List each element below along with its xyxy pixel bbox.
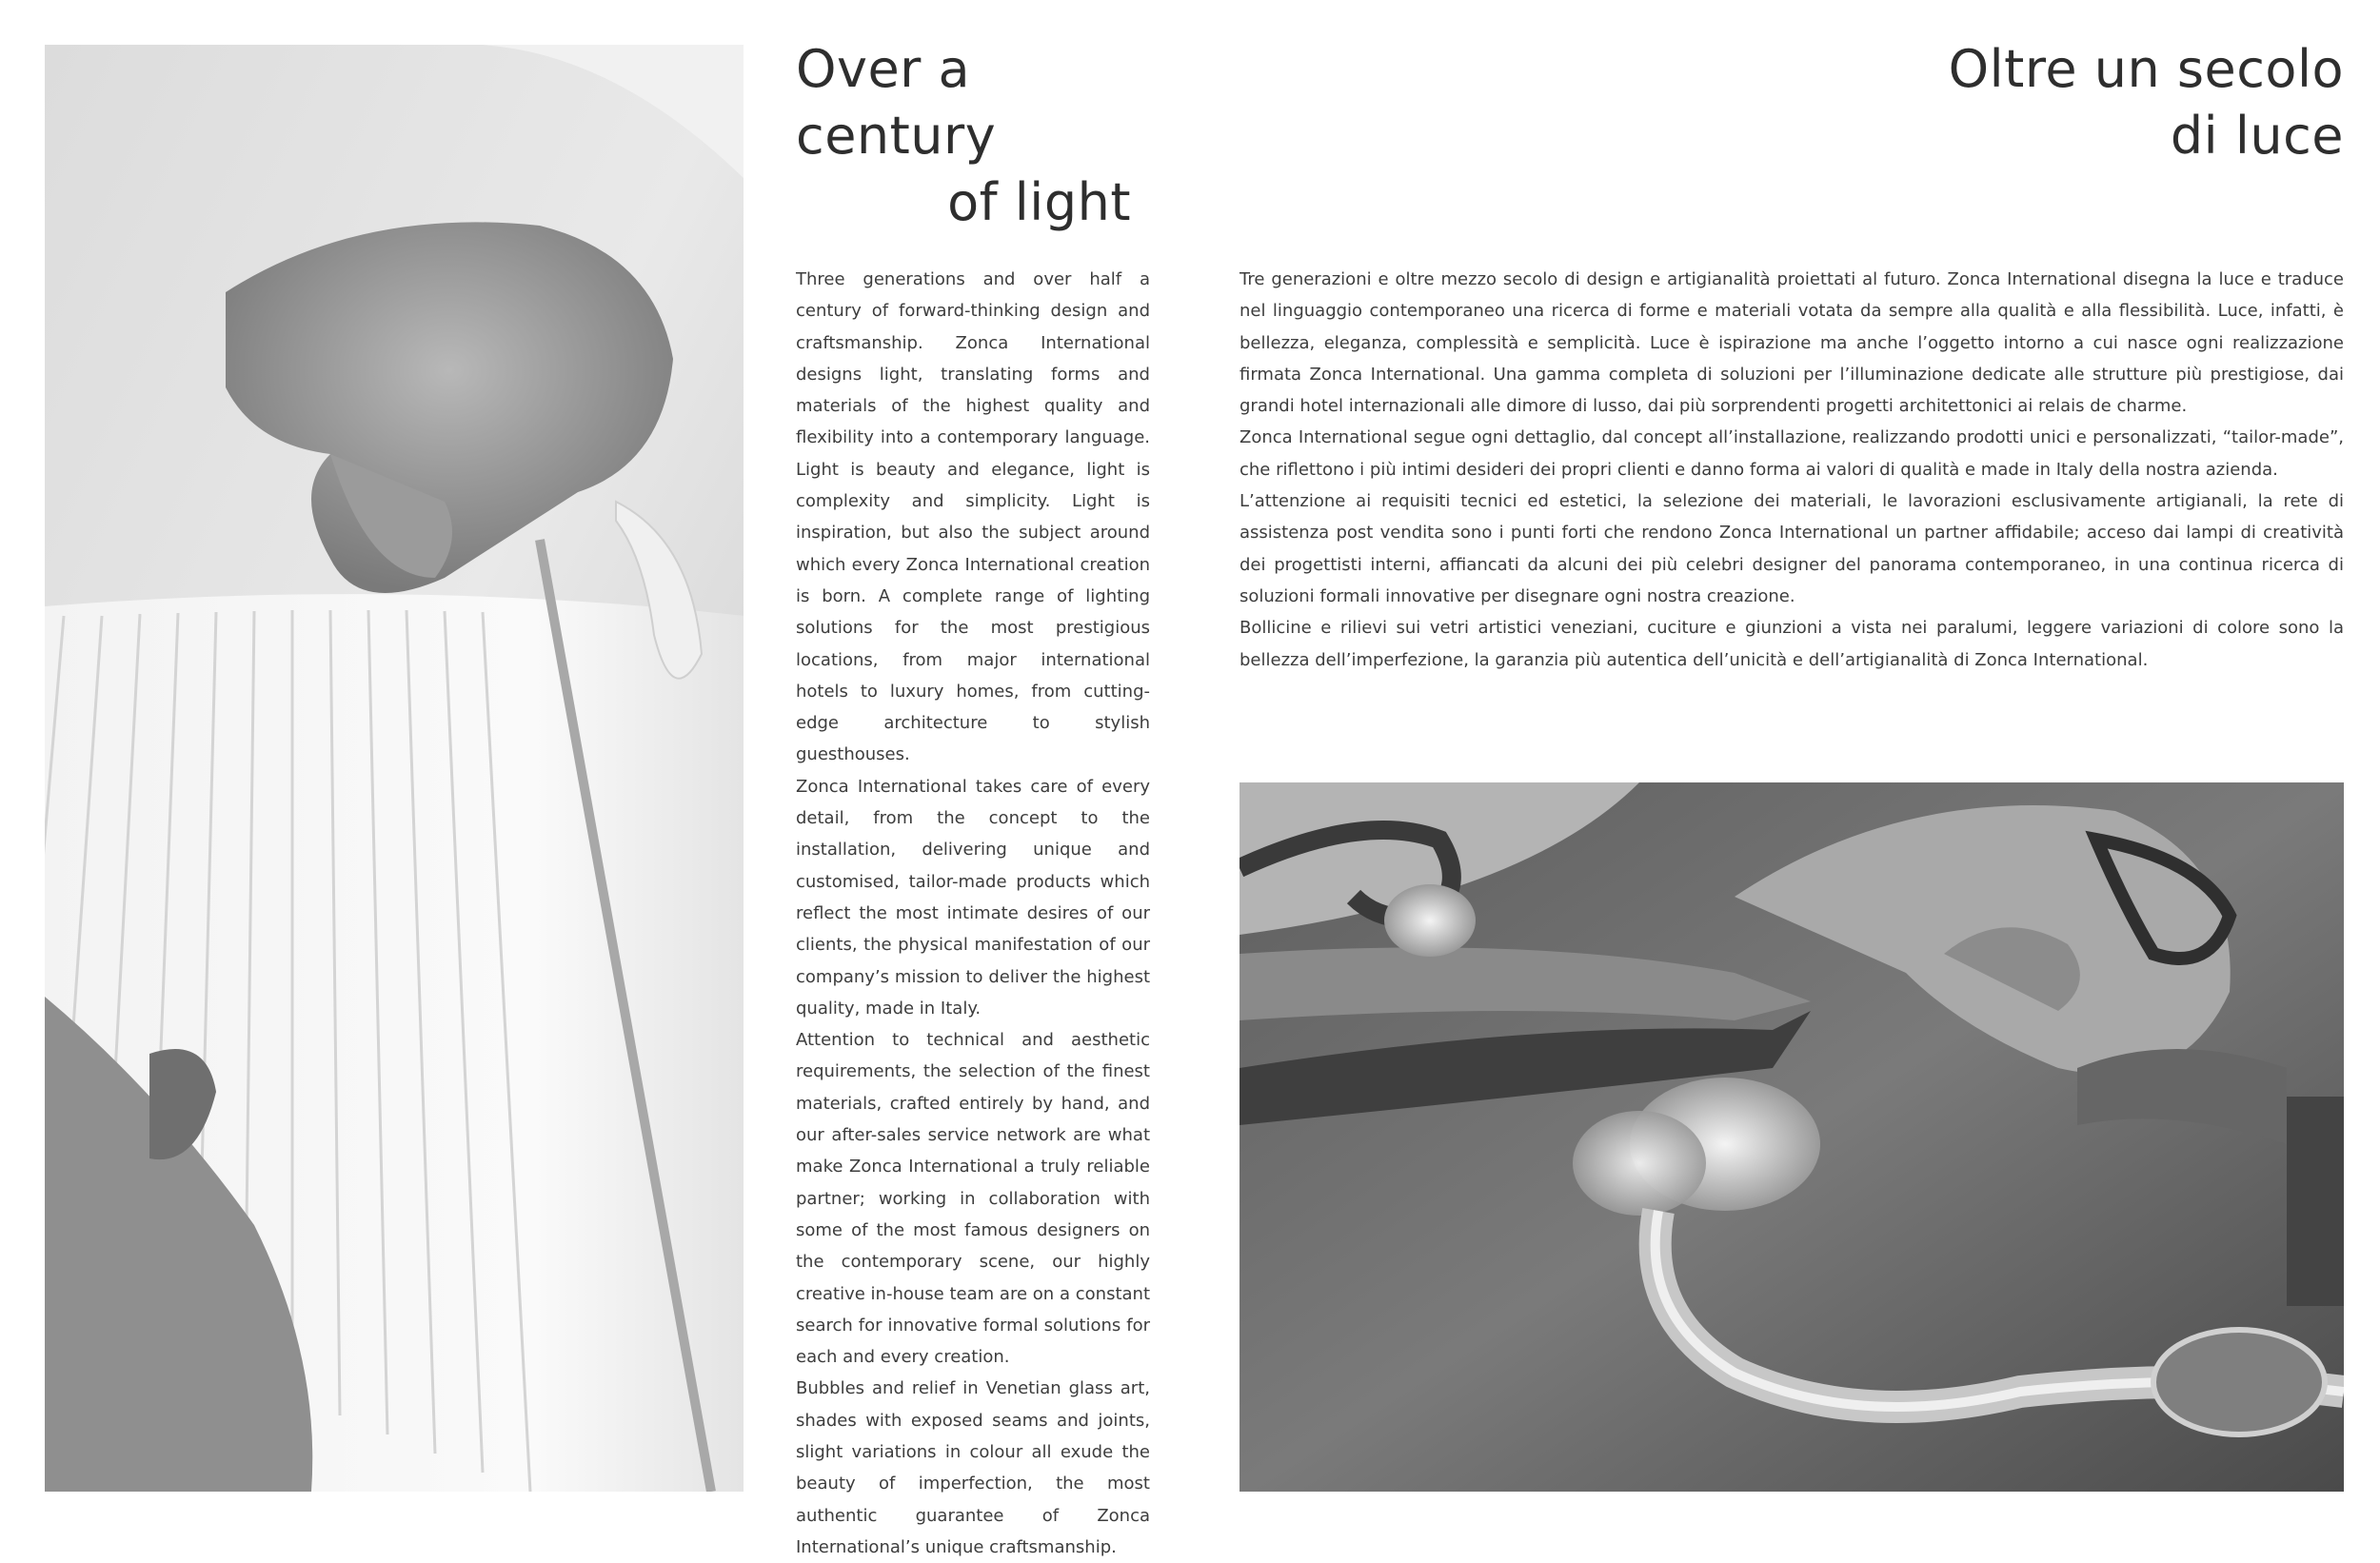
- english-body-text: [796, 264, 1150, 1563]
- title-line-2: of light: [947, 172, 1131, 232]
- italian-body-text: [1240, 264, 2344, 676]
- paragraph: Zonca International segue ogni dettaglio, dal concept all’installazione, realizzando prodotti unici e personalizzati, “tailor-made”, che riflettono i più intimi desideri dei propri clienti e danno forma ai valori di qualità e made in Italy della nostra azienda.: [1240, 427, 2344, 480]
- glass-cutting-photo: [1240, 782, 2344, 1492]
- paragraph: Attention to technical and aesthetic requirements, the selection of the finest materials, crafted entirely by hand, and our after-sales service network are what make Zonca International a truly reliable partner; working in collaboration with some of the most famous designers on the contemporary scene, our highly creative in-house team are on a constant search for innovative formal solutions for each and every creation.: [796, 1030, 1150, 1368]
- title-line-1: Over a century: [796, 39, 997, 166]
- lampshade-pleating-photo: [45, 45, 744, 1492]
- title-line-2: di luce: [2170, 106, 2344, 166]
- page-title-italian: [1809, 36, 2344, 169]
- paragraph: Three generations and over half a century of forward-thinking design and craftsmanship. Zonca International designs light, translating forms and materials of the highest quality and flexibility into a contemporary language. Light is beauty and elegance, light is complexity and simplicity. Light is inspiration, but also the subject around which every Zonca International creation is born. A complete range of lighting solutions for the most prestigious locations, from major international hotels to luxury homes, from cutting-edge architecture to stylish guesthouses.: [796, 269, 1150, 765]
- paragraph: L’attenzione ai requisiti tecnici ed estetici, la selezione dei materiali, le lavorazioni esclusivamente artigianali, la rete di assistenza post vendita sono i punti forti che rendono Zonca International un partner affidabile; acceso dai lampi di creatività dei progettisti interni, affiancati da alcuni dei più celebri designer del panorama contemporaneo, in una continua ricerca di soluzioni formali innovative per disegnare ogni nostra creazione.: [1240, 491, 2344, 606]
- title-line-1: Oltre un secolo: [1948, 39, 2344, 99]
- page-title-english: [796, 36, 1131, 236]
- paragraph: Bollicine e rilievi sui vetri artistici veneziani, cuciture e giunzioni a vista nei paralumi, leggere variazioni di colore sono la bellezza dell’imperfezione, la garanzia più autentica dell’unicità e dell’artigianalità di Zonca International.: [1240, 618, 2344, 670]
- paragraph: Tre generazioni e oltre mezzo secolo di design e artigianalità proiettati al futuro. Zonca International disegna la luce e traduce nel linguaggio contemporaneo una ricerca di forme e materiali votata da sempre alla qualità e alla flessibilità. Luce, infatti, è bellezza, eleganza, complessità e semplicità. Luce è ispirazione ma anche l’oggetto intorno a cui nasce ogni realizzazione firmata Zonca International. Una gamma completa di soluzioni per l’illuminazione dedicate alle strutture più prestigiose, dai grandi hotel internazionali alle dimore di lusso, dai più sorprendenti progetti architettonici ai relais de charme.: [1240, 269, 2344, 417]
- paragraph: Zonca International takes care of every detail, from the concept to the installation, delivering unique and customised, tailor-made products which reflect the most intimate desires of our clients, the physical manifestation of our company’s mission to deliver the highest quality, made in Italy.: [796, 776, 1150, 1019]
- paragraph: Bubbles and relief in Venetian glass art, shades with exposed seams and joints, slight variations in colour all exude the beauty of imperfection, the most authentic guarantee of Zonca International’s unique craftsmanship.: [796, 1378, 1150, 1557]
